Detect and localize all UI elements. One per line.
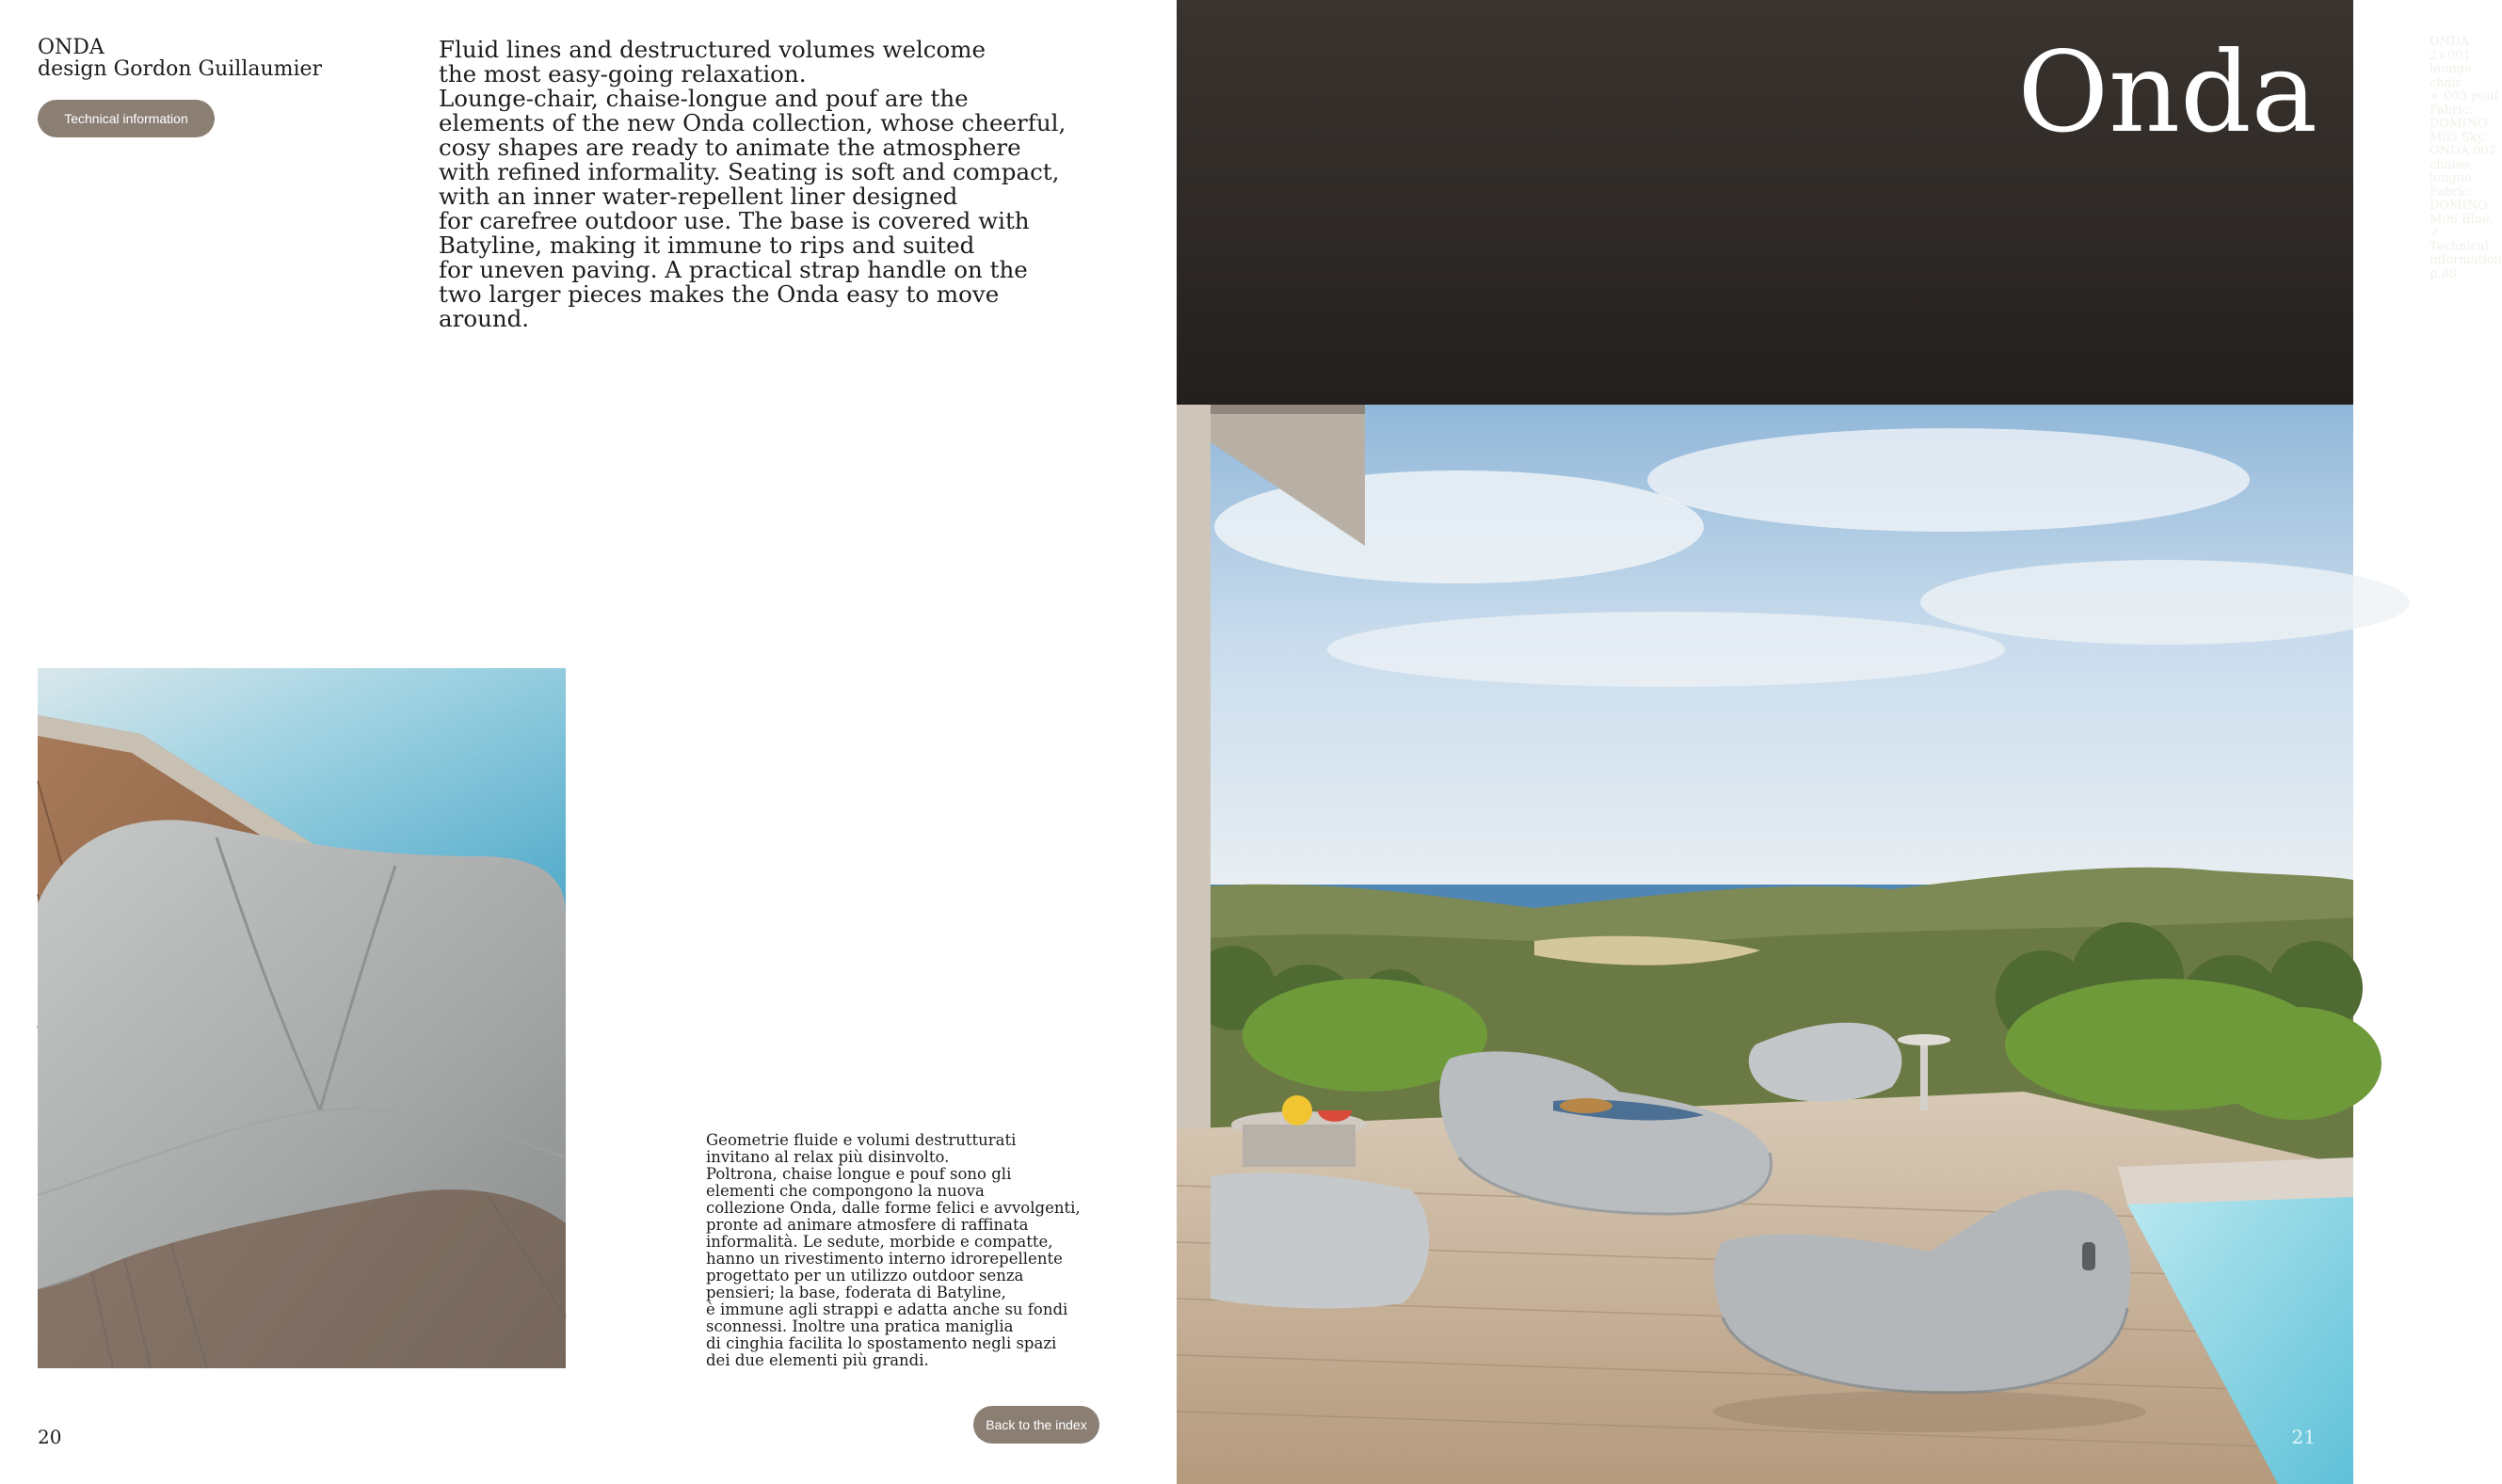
intro-text-english: Fluid lines and destructured volumes welcome the most easy-going relaxation. Lounge-chair, chaise-longue and pouf are the elements of the new Onda collection, whose cheerful, cosy shapes are ready to animate the atmosphere with refined informality. Seating is soft and compact, with an inner water-repellent liner designed for carefree outdoor use. The base is covered with Batyline, making it immune to rips and suited for uneven paving. A practical strap handle on the two larger pieces makes the Onda easy to move around. <box>439 36 1067 332</box>
left-page <box>0 0 1177 1484</box>
page-number-right: 21 <box>2291 1426 2316 1448</box>
photo-caption: ONDA 2×001 lounge chair + 003 pouf Fabric: DOMINO M05 Sky. ONDA 002 chaise longue Fabric: DOMINO M06 Blue. ↗ Technical information p.88 <box>2430 35 2502 281</box>
collection-title: Onda <box>2017 27 2318 157</box>
page-number-left: 20 <box>38 1426 62 1448</box>
pouf-poolside-photo <box>38 668 566 1368</box>
pouf-photo-illustration <box>38 668 566 1368</box>
intro-text-italian: Geometrie fluide e volumi destrutturati invitano al relax più disinvolto. Poltrona, chaise longue e pouf sono gli elementi che compongono la nuova collezione Onda, dalle forme felici e avvolgenti, pronte ad animare atmosfere di raffinata informalità. Le sedute, morbide e compatte, hanno un rivestimento interno idrorepellente progettato per un utilizzo outdoor senza pensieri; la base, foderata di Batyline, è immune agli strappi e adatta anche su fondi sconnessi. Inoltre una pratica maniglia di cinghia facilita lo spostamento negli spazi dei due elementi più grandi. <box>706 1131 1081 1369</box>
terrace-hero-photo <box>1177 0 2353 1484</box>
designer-credit: design Gordon Guillaumier <box>38 57 323 81</box>
product-name: ONDA <box>38 36 104 59</box>
back-to-index-button[interactable]: Back to the index <box>973 1406 1099 1444</box>
technical-information-button[interactable]: Technical information <box>38 100 215 137</box>
right-page <box>1177 0 2502 1484</box>
